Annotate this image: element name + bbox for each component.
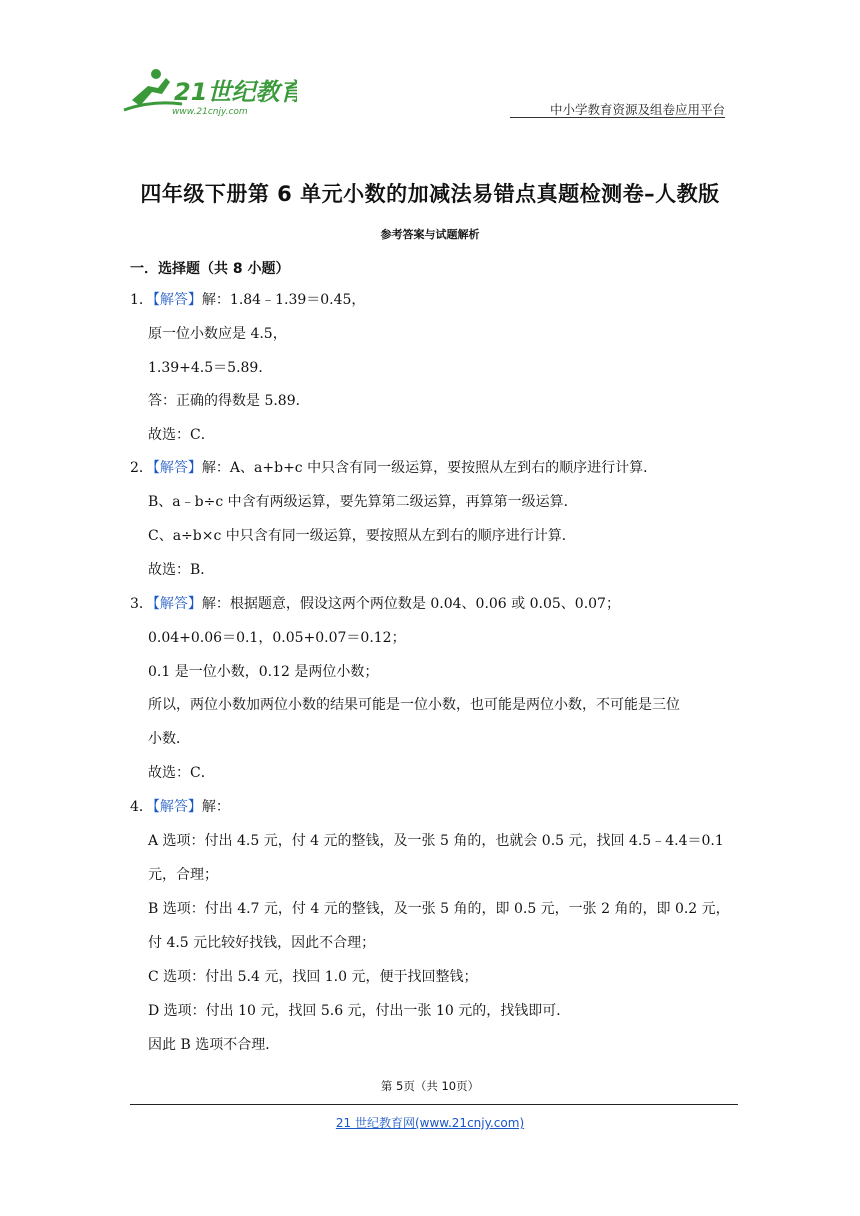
answer-line: B 选项：付出 4.7 元，付 4 元的整钱，及一张 5 角的，即 0.5 元，一张 2 角的，即 0.2 元， [148,901,730,917]
answer-tag: 【解答】 [152,596,202,612]
question-1 [130,293,365,307]
answer-text: 解：根据题意，假设这两个两位数是 0.04、0.06 或 0.05、0.07； [201,596,620,612]
page-number: 第 5页（共 10页） [380,1079,480,1093]
answer-line: 0.04+0.06＝0.1，0.05+0.07＝0.12； [148,630,406,646]
question-4 [130,800,230,814]
answer-line: A 选项：付出 4.5 元，付 4 元的整钱，及一张 5 角的，也就会 0.5 元，找回 4.5﹣4.4＝0.1 [148,833,724,849]
answer-line: 小数． [148,731,190,747]
answer-text: 解：A、a+b+c 中只含有同一级运算，要按照从左到右的顺序进行计算． [201,460,658,476]
answer-line: 故选：C． [148,765,215,781]
answer-line: 答：正确的得数是 5.89． [148,393,310,409]
question-2 [130,461,657,475]
answer-line: B、a﹣b÷c 中含有两级运算，要先算第二级运算，再算第一级运算． [148,494,578,510]
answer-line: 故选：C． [148,427,215,443]
question-3 [130,597,620,611]
answer-tag: 【解答】 [152,292,202,308]
question-number: 3． [130,596,153,612]
answer-line: C 选项：付出 5.4 元，找回 1.0 元，便于找回整钱； [148,969,478,985]
answer-line: 原一位小数应是 4.5， [148,326,287,342]
answer-line: C、a÷b×c 中只含有同一级运算，要按照从左到右的顺序进行计算． [148,528,576,544]
section-heading: 一．选择题（共 8 小题） [130,261,290,277]
answer-line: 0.1 是一位小数，0.12 是两位小数； [148,664,379,680]
answer-line: D 选项：付出 10 元，找回 5.6 元，付出一张 10 元的，找钱即可． [148,1003,571,1019]
answer-line: 1.39+4.5＝5.89． [148,360,273,376]
answer-text: 解：1.84﹣1.39＝0.45， [201,292,366,308]
logo-runner-head [151,69,161,79]
platform-label: 中小学教育资源及组卷应用平台 [549,102,725,117]
footer-rule [130,1104,738,1105]
question-number: 2． [130,460,153,476]
answer-tag: 【解答】 [152,460,202,476]
header-rule [510,117,725,118]
doc-title: 四年级下册第 6 单元小数的加减法易错点真题检测卷–人教版 [140,182,720,206]
answer-tag: 【解答】 [152,799,202,815]
answer-line: 付 4.5 元比较好找钱，因此不合理； [148,935,376,951]
doc-subtitle: 参考答案与试题解析 [380,228,480,241]
footer-link[interactable]: 21 世纪教育网(www.21cnjy.com) [335,1116,525,1130]
question-number: 1． [130,292,153,308]
logo-text: 21世纪教育 [174,78,297,106]
answer-line: 元，合理； [148,867,218,883]
question-number: 4． [130,799,153,815]
answer-line: 因此 B 选项不合理． [148,1037,280,1053]
logo [122,66,297,118]
answer-line: 故选：B． [148,562,215,578]
answer-line: 所以，两位小数加两位小数的结果可能是一位小数，也可能是两位小数，不可能是三位 [148,697,680,713]
logo-url: www.21cnjy.com [172,107,248,117]
answer-text: 解： [201,799,230,815]
